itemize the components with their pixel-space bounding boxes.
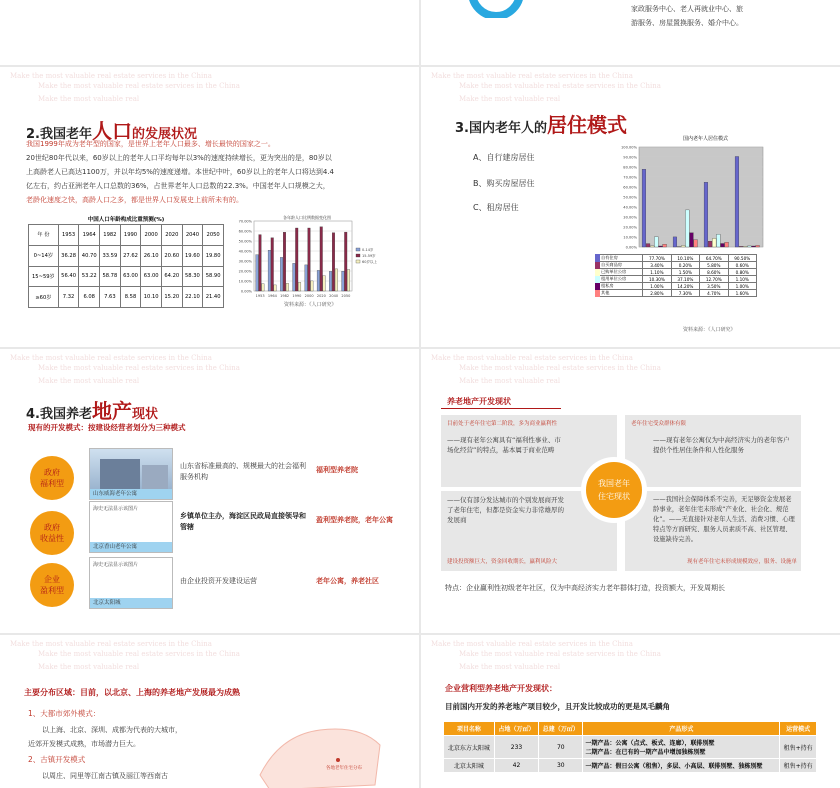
watermark-line: Make the most valuable real estate services in the China — [10, 354, 212, 362]
table-cell: 10.10 — [141, 287, 162, 308]
bar — [690, 233, 694, 247]
section-heading: 1、大都市郊外模式： — [28, 709, 101, 718]
photo-weihai — [89, 448, 173, 500]
y-tick-label: 20.00% — [623, 225, 637, 230]
mode-desc: 乡镇单位主办，海淀区民政局直接领导和管辖 — [180, 512, 306, 531]
legend-cell: 自买商品房 — [598, 262, 643, 269]
table-title: 中国人口年龄构成比重预测(%) — [87, 217, 165, 223]
table-cell: 30 — [539, 759, 583, 773]
table-cell: 20.60 — [161, 245, 182, 266]
slide-top-left[interactable] — [0, 0, 419, 65]
bar — [743, 246, 747, 247]
table-cell: 6.08 — [79, 287, 100, 308]
bar — [650, 246, 654, 247]
table-cell: 36.28 — [58, 245, 79, 266]
x-tick-label: 1964 — [267, 294, 277, 298]
bar — [752, 246, 756, 247]
x-tick-label: 2020 — [316, 294, 326, 298]
y-tick-label: 70.00% — [623, 175, 637, 180]
bar — [311, 281, 314, 291]
legend-swatch — [356, 248, 360, 251]
legend-cell: 1.60% — [728, 290, 756, 297]
bar — [286, 283, 289, 291]
table-header-cell: 占地（万㎡） — [494, 722, 538, 736]
bar — [686, 210, 690, 247]
x-tick-label: 1982 — [280, 294, 290, 298]
table-header-cell: 项目名称 — [444, 722, 495, 736]
section-text: 以上海、北京、深圳、成都为代表的大城市，近郊开发模式成熟，市场潜力巨大。 — [28, 726, 182, 748]
legend-swatch — [356, 254, 360, 257]
bar — [271, 238, 274, 291]
y-tick-label: 10.00% — [623, 235, 637, 240]
bar — [721, 244, 725, 248]
mode-circle: 企业 盈利型 — [30, 563, 74, 607]
table-cell: 7.63 — [100, 287, 121, 308]
legend-cell: 1.00% — [643, 283, 671, 290]
legend-cell: 0.80% — [728, 269, 756, 276]
bar — [305, 265, 308, 291]
slide-living-mode[interactable] — [421, 67, 840, 347]
table-cell: 58.78 — [100, 266, 121, 287]
legend-cell: 12.70% — [700, 276, 728, 283]
legend-label: 60岁以上 — [362, 260, 377, 264]
mode-item: A、自行建房居住 — [473, 153, 535, 162]
table-cell: 北京太阳城 — [444, 759, 495, 773]
mode-type: 盈利型养老院，老年公寓 — [316, 516, 393, 524]
legend-swatch — [356, 260, 360, 263]
photo-caption: 山东威海老年公寓 — [90, 489, 172, 499]
bar — [748, 246, 752, 247]
paragraph-line: 亿左右，约占亚洲老年人口总数的36%，占世界老年人口总数的22.3%。中国老年人口规模之大， — [26, 182, 330, 190]
legend-cell: 90.50% — [728, 255, 756, 262]
table-cell: 一期产品：假日公寓（租售），多层、小高层、联排别墅、独栋别墅 — [583, 759, 780, 773]
table-cell: 63.00 — [120, 266, 141, 287]
bar — [694, 240, 698, 247]
bar — [708, 241, 712, 247]
table-cell: 58.30 — [182, 266, 203, 287]
legend-cell: 0.60% — [728, 262, 756, 269]
table-header-cell: 1953 — [58, 225, 79, 246]
box-foot: 现有老年住宅未形成规模效应，服务、设施单 — [686, 559, 797, 565]
summary-note: 特点：企业赢利性初级老年社区，仅为中高经济实力老年群体打造，投资额大，开发周期长 — [445, 584, 725, 592]
paragraph-line: 我国1999年成为老年型的国家，是世界上老年人口最多、增长最快的国家之一。 — [26, 140, 275, 148]
bar — [756, 245, 760, 247]
slide-distribution[interactable] — [0, 635, 419, 788]
watermark-line: Make the most valuable real estate services in the China — [10, 72, 212, 80]
table-cell: 56.40 — [58, 266, 79, 287]
table-header-cell: 年 份 — [29, 225, 59, 246]
slide-title: 3.国内老年人的居住模式 — [455, 113, 627, 137]
bar — [725, 242, 729, 247]
slide-title: 4.我国养老地产现状 — [26, 399, 158, 423]
x-tick-label: 1953 — [255, 294, 265, 298]
box-body: ——现有老年公寓具有“福利性事业、市场化经营”的特点，基本属于商业范畴 — [447, 436, 561, 454]
paragraph-line: 20世纪80年代以来，60岁以上的老年人口平均每年以3%的速度持续增长，更为突出的是，80岁以 — [26, 154, 332, 162]
legend-cell: 37.10% — [671, 276, 699, 283]
table-cell: 19.80 — [203, 245, 224, 266]
legend-label: 15-59岁 — [362, 254, 376, 258]
bar — [646, 244, 650, 247]
table-header-cell: 运营模式 — [780, 722, 817, 736]
slide-realestate-status[interactable] — [0, 349, 419, 633]
table-cell: 22.10 — [182, 287, 203, 308]
box-body: ——现有老年公寓仅为中高经济实力的老年客户提供个性居住条件和人性化服务 — [653, 436, 790, 454]
mode-item: B、购买房屋居住 — [473, 179, 535, 188]
section-heading: 2、古镇开发模式 — [28, 755, 86, 764]
y-tick-label: 70.00% — [238, 219, 252, 224]
watermark-line: Make the most valuable real estate services in the China — [38, 82, 240, 90]
bar — [642, 169, 646, 247]
table-cell: 33.59 — [100, 245, 121, 266]
table-cell: 15.20 — [161, 287, 182, 308]
title-underline — [441, 408, 561, 409]
slide-title: 养老地产开发现状 — [447, 397, 511, 406]
legend-cell: 64.70% — [700, 255, 728, 262]
slide-title: 主要分布区域：目前，以北京、上海的养老地产发展最为成熟 — [24, 688, 240, 697]
table-cell: 70 — [539, 736, 583, 759]
legend-cell: 4.70% — [700, 290, 728, 297]
y-tick-label: 20.00% — [238, 269, 252, 274]
table-cell: 一期产品：公寓（点式、板式、连廊），联排别墅 二期产品：在已有的一期产品中增加独栋别墅 — [583, 736, 780, 759]
chart-title: 国内老年人居住模式 — [683, 136, 729, 142]
table-cell: 64.20 — [161, 266, 182, 287]
photo-caption: 北京太阳城 — [90, 598, 172, 608]
photo-xiangshan — [89, 501, 173, 553]
watermark-line: Make the most valuable real — [38, 377, 140, 385]
y-tick-label: 50.00% — [238, 239, 252, 244]
watermark-line: Make the most valuable real estate services in the China — [431, 640, 633, 648]
legend-cell: 其他 — [598, 290, 643, 297]
box-body: ——仅有部分发达城市的个别发展商开发了老年住宅，但都是资金实力非常雄厚的发展商 — [447, 496, 564, 524]
watermark-line: Make the most valuable real estate services in the China — [459, 82, 661, 90]
table-cell: 40.70 — [79, 245, 100, 266]
bar — [283, 232, 286, 291]
mode-circle: 政府 福利型 — [30, 456, 74, 500]
table-cell: 北京东方太阳城 — [444, 736, 495, 759]
legend-cell: 5.80% — [700, 262, 728, 269]
bar — [659, 246, 663, 247]
legend-cell: 1.00% — [728, 283, 756, 290]
y-tick-label: 90.00% — [623, 155, 637, 160]
watermark-line: Make the most valuable real estate services in the China — [431, 72, 633, 80]
service-text-2: 游服务、房屋置换服务、婚介中心。 — [631, 19, 743, 27]
watermark-line: Make the most valuable real — [459, 377, 561, 385]
table-header-cell: 1990 — [120, 225, 141, 246]
legend-cell: 10.30% — [643, 276, 671, 283]
living-mode-chart — [617, 143, 767, 255]
table-cell: 0~14岁 — [29, 245, 59, 266]
legend-label: 0-14岁 — [362, 248, 374, 252]
bar — [735, 157, 739, 248]
bar — [344, 232, 347, 291]
bar — [332, 233, 335, 291]
bar — [342, 271, 345, 291]
legend-cell: 14.20% — [671, 283, 699, 290]
bar — [308, 228, 311, 291]
slide-title: 2.我国老年人口的发展状况 — [26, 119, 197, 143]
table-cell: 15~59岁 — [29, 266, 59, 287]
bar — [717, 234, 721, 247]
legend-cell: 3.40% — [643, 262, 671, 269]
bar — [280, 257, 283, 291]
y-tick-label: 0.00% — [240, 289, 252, 294]
projects-table — [443, 721, 817, 773]
table-cell: 租售+持有 — [780, 759, 817, 773]
mode-type: 福利型养老院 — [316, 466, 358, 474]
population-chart — [232, 215, 382, 305]
bar — [295, 228, 298, 291]
legend-cell: 77.70% — [643, 255, 671, 262]
table-cell: 63.00 — [141, 266, 162, 287]
chart-source: 资料来源：《人口研究》 — [284, 302, 337, 308]
watermark-line: Make the most valuable real estate services in the China — [459, 650, 661, 658]
x-tick-label: 2050 — [341, 294, 351, 298]
box-body: ——我国社会保障体系不完善，无足够资金发展老龄事业，老年住宅未形成“产业化、社会化、规范化”。——无直接针对老年人生活、消费习惯、心理特点等方面研究、服务人员素质不高、社区管理、设施缺待完善。 — [653, 496, 795, 543]
slide-population[interactable] — [0, 67, 419, 347]
watermark-line: Make the most valuable real — [38, 95, 140, 103]
y-tick-label: 50.00% — [623, 195, 637, 200]
mode-desc: 山东省标准最高的、规模最大的社会福利服务机构 — [180, 462, 306, 481]
bar — [268, 250, 271, 291]
legend-cell: 2.80% — [643, 290, 671, 297]
legend-cell: 8.60% — [700, 269, 728, 276]
box-top-right — [625, 415, 801, 487]
table-cell: 53.22 — [79, 266, 100, 287]
box-head: 老年住宅受众群体有限 — [631, 421, 687, 427]
watermark-line: Make the most valuable real estate services in the China — [38, 650, 240, 658]
bar — [256, 255, 259, 291]
mode-item: C、租房居住 — [473, 203, 519, 212]
table-cell: 租售+持有 — [780, 736, 817, 759]
chart-source: 资料来源：《人口研究》 — [683, 327, 736, 333]
x-tick-label: 2040 — [329, 294, 339, 298]
bar — [681, 246, 685, 248]
slide-commercial-projects[interactable] — [421, 635, 840, 788]
watermark-line: Make the most valuable real estate services in the China — [10, 640, 212, 648]
slide-title: 企业营利型养老地产开发现状： — [445, 684, 557, 693]
table-cell: 21.40 — [203, 287, 224, 308]
bar — [317, 270, 320, 291]
service-text-1: 家政服务中心、老人再就业中心、旅 — [631, 5, 743, 13]
slide-subtitle: 目前国内开发的养老地产项目较少，且开发比较成功的更是凤毛麟角 — [445, 702, 670, 711]
table-cell: 42 — [494, 759, 538, 773]
y-tick-label: 60.00% — [623, 185, 637, 190]
legend-cell: 已购单位公房 — [598, 269, 643, 276]
bar — [655, 237, 659, 247]
legend-cell: 租用单位公房 — [598, 276, 643, 283]
table-cell: 27.62 — [120, 245, 141, 266]
table-cell: ≥60岁 — [29, 287, 59, 308]
legend-cell: 租私房 — [598, 283, 643, 290]
photo-taiyangcheng — [89, 557, 173, 609]
section-text: 以周庄、同里等江南古镇及丽江等西南古 — [42, 772, 168, 780]
bar — [712, 238, 716, 247]
legend-cell: 1.50% — [671, 269, 699, 276]
watermark-line: Make the most valuable real estate services in the China — [38, 364, 240, 372]
y-tick-label: 40.00% — [238, 249, 252, 254]
y-tick-label: 80.00% — [623, 165, 637, 170]
watermark-line: Make the most valuable real estate services in the China — [431, 354, 633, 362]
bar — [347, 270, 350, 291]
table-header-cell: 产品形式 — [583, 722, 780, 736]
box-head: 目前处于老年住宅第二阶段，多为商业赢利性 — [447, 421, 558, 427]
table-cell: 19.60 — [182, 245, 203, 266]
table-cell: 233 — [494, 736, 538, 759]
y-tick-label: 30.00% — [623, 215, 637, 220]
china-map — [250, 715, 390, 788]
box-foot: 建设投资额巨大，资金回收期长，赢利风险大 — [447, 559, 558, 565]
table-header-cell: 1964 — [79, 225, 100, 246]
box-bottom-right — [625, 491, 801, 571]
legend-cell: 1.10% — [728, 276, 756, 283]
legend-cell: 自有住房 — [598, 255, 643, 262]
photo-placeholder: 海史无法显示该图片 — [93, 506, 139, 512]
center-circle: 我国老年 住宅现状 — [586, 462, 642, 518]
chart-title: 各年龄人口比例数据变化图 — [283, 215, 331, 220]
slide-subtitle: 现有的开发模式：按建设经营者划分为三种模式 — [28, 423, 186, 432]
mode-desc: 由企业投资开发建设运营 — [180, 577, 257, 585]
living-legend-table — [595, 254, 757, 297]
mode-type: 老年公寓，养老社区 — [316, 577, 379, 585]
table-cell: 8.58 — [120, 287, 141, 308]
watermark-line: Make the most valuable real — [459, 663, 561, 671]
paragraph-line: 上高龄老人已高达1100万，并以年均5%的速度递增。本世纪中叶，60岁以上的老年人口将达到4.4 — [26, 168, 334, 176]
table-header-cell: 2050 — [203, 225, 224, 246]
table-header-cell: 2020 — [161, 225, 182, 246]
watermark-line: Make the most valuable real — [38, 663, 140, 671]
bar — [259, 235, 262, 291]
table-cell: 26.10 — [141, 245, 162, 266]
bar — [739, 246, 743, 247]
watermark-line: Make the most valuable real estate services in the China — [459, 364, 661, 372]
photo-placeholder: 海史无法显示该图片 — [93, 562, 139, 568]
bar — [320, 227, 323, 291]
photo-caption: 北京香山老年公寓 — [90, 542, 172, 552]
bar — [663, 244, 667, 247]
bar — [293, 263, 296, 291]
mode-circle: 政府 收益性 — [30, 511, 74, 555]
slide-development-status[interactable] — [421, 349, 840, 633]
x-tick-label: 1990 — [292, 294, 302, 298]
legend-cell: 7.30% — [671, 290, 699, 297]
bar — [335, 269, 338, 291]
watermark-line: Make the most valuable real — [459, 95, 561, 103]
table-cell: 58.90 — [203, 266, 224, 287]
paragraph-line: 老龄化速度之快，高龄人口之多，都是世界人口发展史上前所未有的。 — [26, 196, 243, 204]
legend-cell: 10.10% — [671, 255, 699, 262]
legend-cell: 3.50% — [700, 283, 728, 290]
y-tick-label: 0.00% — [625, 245, 637, 250]
y-tick-label: 10.00% — [238, 279, 252, 284]
map-label: 各地老年住宅分布 — [326, 766, 362, 771]
table-cell: 7.32 — [58, 287, 79, 308]
bar — [262, 284, 265, 291]
legend-cell: 0.20% — [671, 262, 699, 269]
bar — [329, 271, 332, 291]
bar — [323, 276, 326, 291]
legend-cell: 1.10% — [643, 269, 671, 276]
x-tick-label: 2000 — [304, 294, 314, 298]
y-tick-label: 60.00% — [238, 229, 252, 234]
slide-top-right[interactable] — [421, 0, 840, 65]
table-header-cell: 总建（万㎡） — [539, 722, 583, 736]
table-header-cell: 2040 — [182, 225, 203, 246]
y-tick-label: 100.00% — [621, 145, 637, 150]
table-header-cell: 1982 — [100, 225, 121, 246]
table-header-cell: 2000 — [141, 225, 162, 246]
bar — [704, 182, 708, 247]
population-table — [28, 224, 224, 308]
bar — [274, 285, 277, 291]
ring-graphic — [456, 0, 536, 18]
y-tick-label: 30.00% — [238, 259, 252, 264]
bar — [298, 282, 301, 291]
bar — [673, 237, 677, 247]
y-tick-label: 40.00% — [623, 205, 637, 210]
